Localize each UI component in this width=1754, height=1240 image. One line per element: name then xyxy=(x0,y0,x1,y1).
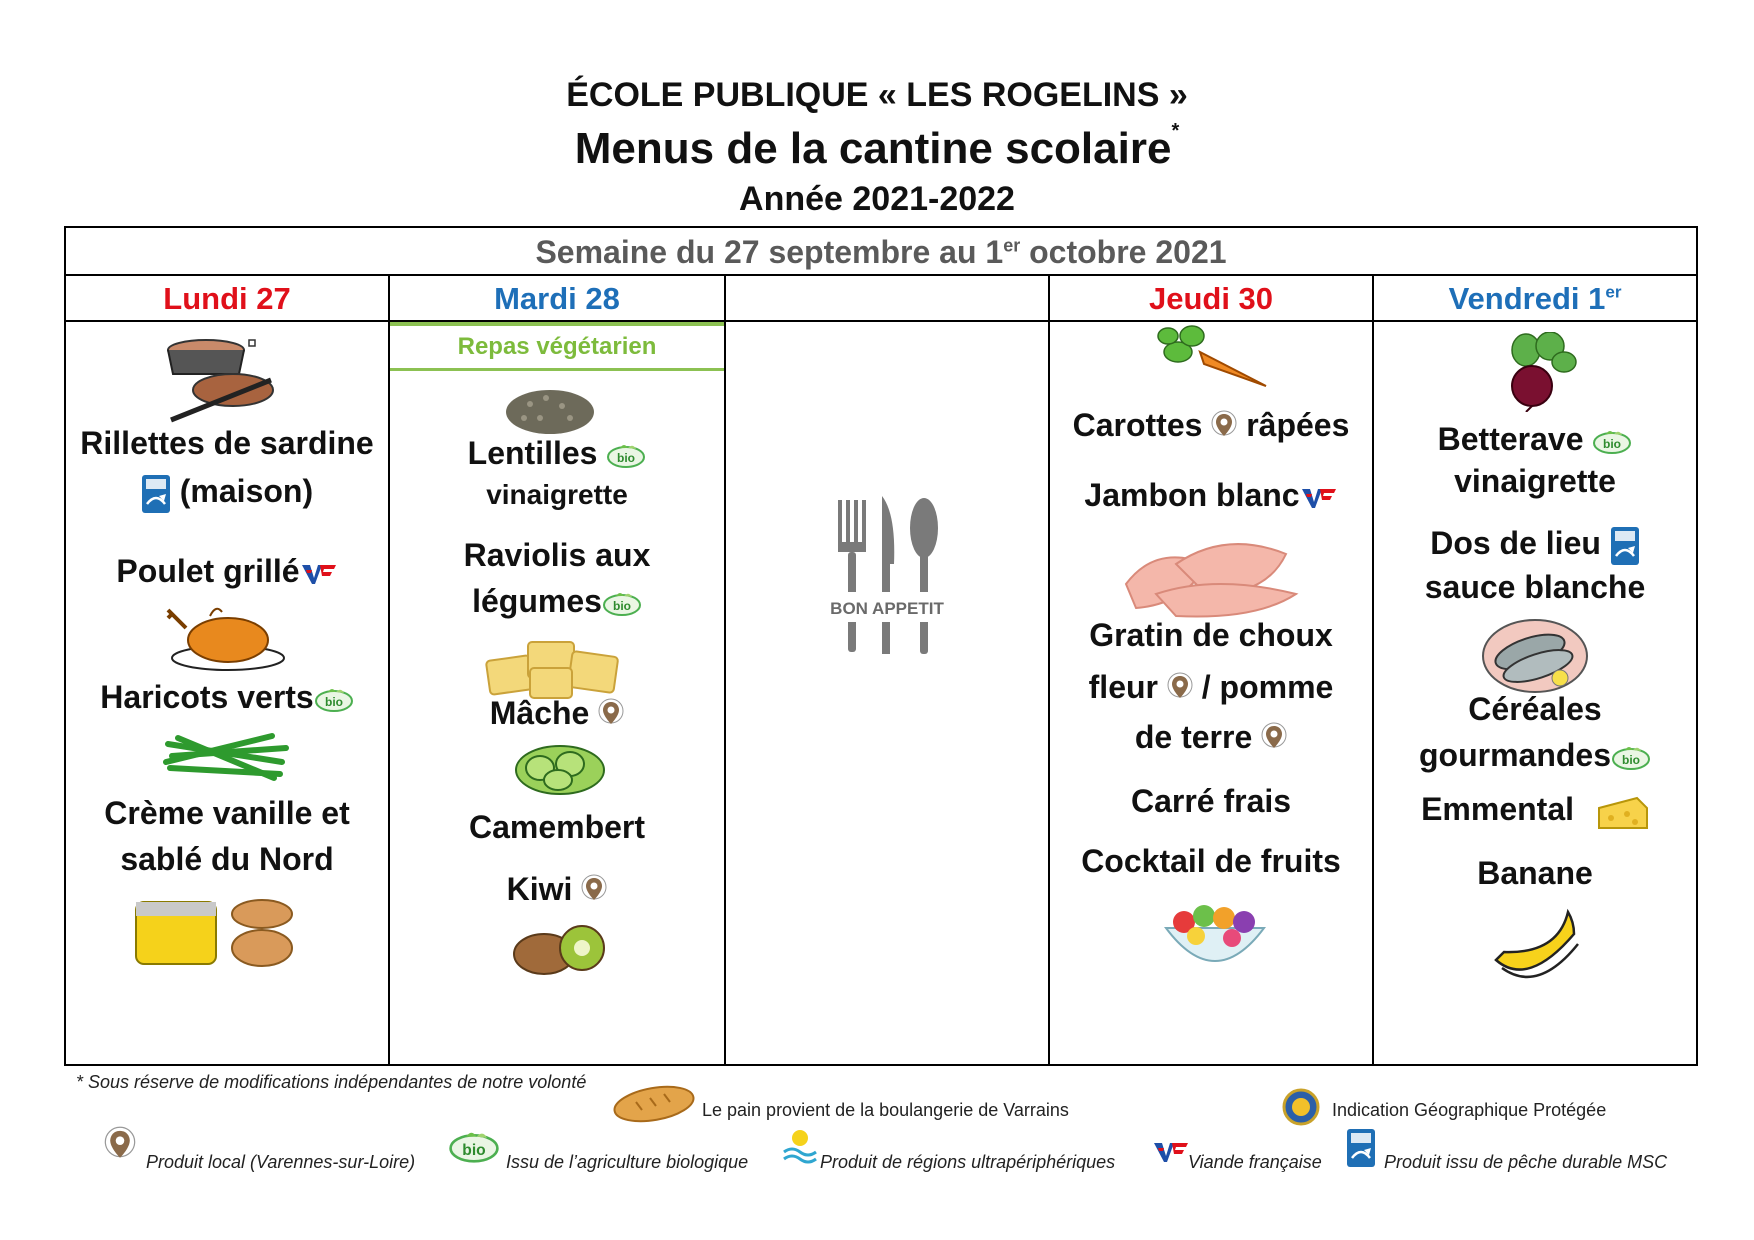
tuesday-column xyxy=(390,322,724,1064)
thursday-column xyxy=(1050,322,1372,1064)
monday-dish-3 xyxy=(66,674,388,720)
monday-dish-1b-text: (maison) xyxy=(179,473,314,509)
wednesday-column xyxy=(726,322,1048,1064)
day-monday: Lundi 27 xyxy=(163,281,291,316)
roast-chicken-image xyxy=(166,600,286,672)
friday-dish-5: Banane xyxy=(1477,855,1593,891)
local-product-icon xyxy=(598,698,624,734)
monday-dish-3-text: Haricots verts xyxy=(100,679,314,715)
bio-icon xyxy=(1592,429,1632,455)
menu-table xyxy=(64,226,1698,1066)
vegetarian-banner: Repas végétarien xyxy=(390,322,724,371)
legend-msc: Produit issu de pêche durable MSC xyxy=(1384,1152,1668,1172)
thursday-dish-3b-text: fleur xyxy=(1088,669,1158,705)
lettuce-image xyxy=(510,738,610,798)
monday-dish-2 xyxy=(66,548,388,594)
week-suffix: octobre 2021 xyxy=(1020,234,1227,270)
tuesday-dish-3 xyxy=(390,690,724,736)
fruit-cocktail-image xyxy=(1160,898,1270,982)
msc-icon xyxy=(1610,526,1640,566)
viande-francaise-icon xyxy=(1300,486,1338,510)
friday-dish-1-text: Betterave xyxy=(1437,421,1584,457)
tuesday-dish-1b: vinaigrette xyxy=(486,479,628,510)
tuesday-dish-2: Raviolis aux xyxy=(463,537,651,573)
footnote: * Sous réserve de modifications indépendantes de notre volonté xyxy=(76,1072,587,1092)
thursday-dish-1 xyxy=(1050,402,1372,448)
bio-icon xyxy=(448,1130,500,1164)
tuesday-dish-1 xyxy=(390,430,724,476)
bio-icon xyxy=(1611,745,1651,771)
friday-dish-4 xyxy=(1374,786,1696,832)
legend-bread: Le pain provient de la boulangerie de Varrains xyxy=(702,1100,1069,1120)
monday-dish-1b xyxy=(66,468,388,514)
bon-appetit-text: BON APPETIT xyxy=(830,599,944,618)
thursday-dish-4: Carré frais xyxy=(1130,783,1292,819)
local-product-icon xyxy=(1261,722,1287,758)
friday-dish-1 xyxy=(1374,416,1696,462)
fish-dish-image xyxy=(1480,612,1590,696)
friday-dish-1b: vinaigrette xyxy=(1454,463,1616,499)
legend-local: Produit local (Varennes-sur-Loire) xyxy=(146,1152,416,1172)
kiwi-image xyxy=(510,922,610,978)
rillettes-image xyxy=(161,332,281,424)
bon-appetit-icon xyxy=(822,494,952,664)
bio-icon xyxy=(314,687,354,713)
day-friday-sup: er xyxy=(1605,282,1622,302)
monday-dish-4b: sablé du Nord xyxy=(120,841,334,877)
rup-icon xyxy=(782,1128,818,1168)
day-thursday: Jeudi 30 xyxy=(1148,281,1274,316)
beetroot-image xyxy=(1486,332,1586,412)
friday-column xyxy=(1374,322,1696,1064)
week-sup: er xyxy=(1003,235,1021,256)
msc-icon xyxy=(141,474,171,514)
week-banner xyxy=(66,228,1696,276)
carrot-image xyxy=(1156,322,1276,394)
school-year: Année 2021-2022 xyxy=(739,180,1015,218)
monday-column xyxy=(66,322,388,1064)
day-friday xyxy=(1374,274,1696,320)
igp-icon xyxy=(1282,1088,1320,1126)
viande-francaise-icon xyxy=(1152,1140,1190,1164)
local-product-icon xyxy=(102,1126,138,1170)
legend-igp: Indication Géographique Protégée xyxy=(1332,1100,1607,1120)
title-asterisk: * xyxy=(1171,120,1180,142)
thursday-dish-2-text: Jambon blanc xyxy=(1084,477,1300,513)
thursday-dish-5: Cocktail de fruits xyxy=(1081,843,1341,879)
tuesday-dish-5 xyxy=(390,866,724,912)
local-product-icon xyxy=(1167,672,1193,708)
friday-dish-4-text: Emmental xyxy=(1421,791,1575,827)
tuesday-dish-3-text: Mâche xyxy=(489,695,590,731)
viande-francaise-icon xyxy=(300,562,338,586)
day-friday-label: Vendredi 1 xyxy=(1448,281,1606,316)
friday-dish-2-text: Dos de lieu xyxy=(1430,525,1601,561)
thursday-dish-1-text: Carottes xyxy=(1072,407,1203,443)
local-product-icon xyxy=(1211,410,1237,446)
bio-icon xyxy=(606,443,646,469)
cream-and-biscuit-image xyxy=(132,892,302,970)
monday-dish-2-text: Poulet grillé xyxy=(116,553,300,589)
thursday-dish-1b-text: râpées xyxy=(1246,407,1350,443)
thursday-dish-3d-text: de terre xyxy=(1134,719,1253,755)
thursday-dish-2 xyxy=(1050,472,1372,518)
tuesday-dish-4: Camembert xyxy=(468,809,646,845)
legend-rup: Produit de régions ultrapériphériques xyxy=(820,1152,1116,1172)
page-title-text: Menus de la cantine scolaire xyxy=(574,124,1172,173)
tuesday-dish-5-text: Kiwi xyxy=(506,871,573,907)
thursday-dish-3b xyxy=(1050,664,1372,710)
friday-dish-2b: sauce blanche xyxy=(1424,569,1646,605)
thursday-dish-3c-text: / pomme xyxy=(1201,669,1334,705)
school-name: ÉCOLE PUBLIQUE « LES ROGELINS » xyxy=(566,76,1188,114)
monday-dish-1: Rillettes de sardine xyxy=(80,425,374,461)
tuesday-dish-2b-text: légumes xyxy=(472,583,602,619)
legend-bio: Issu de l’agriculture biologique xyxy=(506,1152,749,1172)
lentils-image xyxy=(500,378,600,438)
week-prefix: Semaine du 27 septembre au 1 xyxy=(535,234,1004,270)
thursday-dish-3: Gratin de choux xyxy=(1089,617,1333,653)
banana-image xyxy=(1488,904,1584,988)
friday-dish-3: Céréales xyxy=(1468,691,1602,727)
msc-icon xyxy=(1346,1128,1376,1168)
legend-vf: Viande française xyxy=(1188,1152,1322,1172)
friday-dish-2 xyxy=(1374,520,1696,566)
bread-icon xyxy=(612,1082,696,1126)
bio-icon xyxy=(602,591,642,617)
thursday-dish-3d xyxy=(1050,714,1372,760)
friday-dish-3b-text: gourmandes xyxy=(1418,737,1612,773)
friday-dish-3b xyxy=(1374,732,1696,778)
tuesday-dish-2b xyxy=(390,578,724,624)
ham-image xyxy=(1116,524,1306,620)
local-product-icon xyxy=(581,874,607,910)
tuesday-dish-1-text: Lentilles xyxy=(467,435,598,471)
monday-dish-4: Crème vanille et xyxy=(104,795,350,831)
green-beans-image xyxy=(162,724,292,786)
cheese-image xyxy=(1597,794,1649,830)
day-tuesday: Mardi 28 xyxy=(494,281,620,316)
page-title xyxy=(0,120,1754,174)
day-header-row xyxy=(66,274,1696,322)
